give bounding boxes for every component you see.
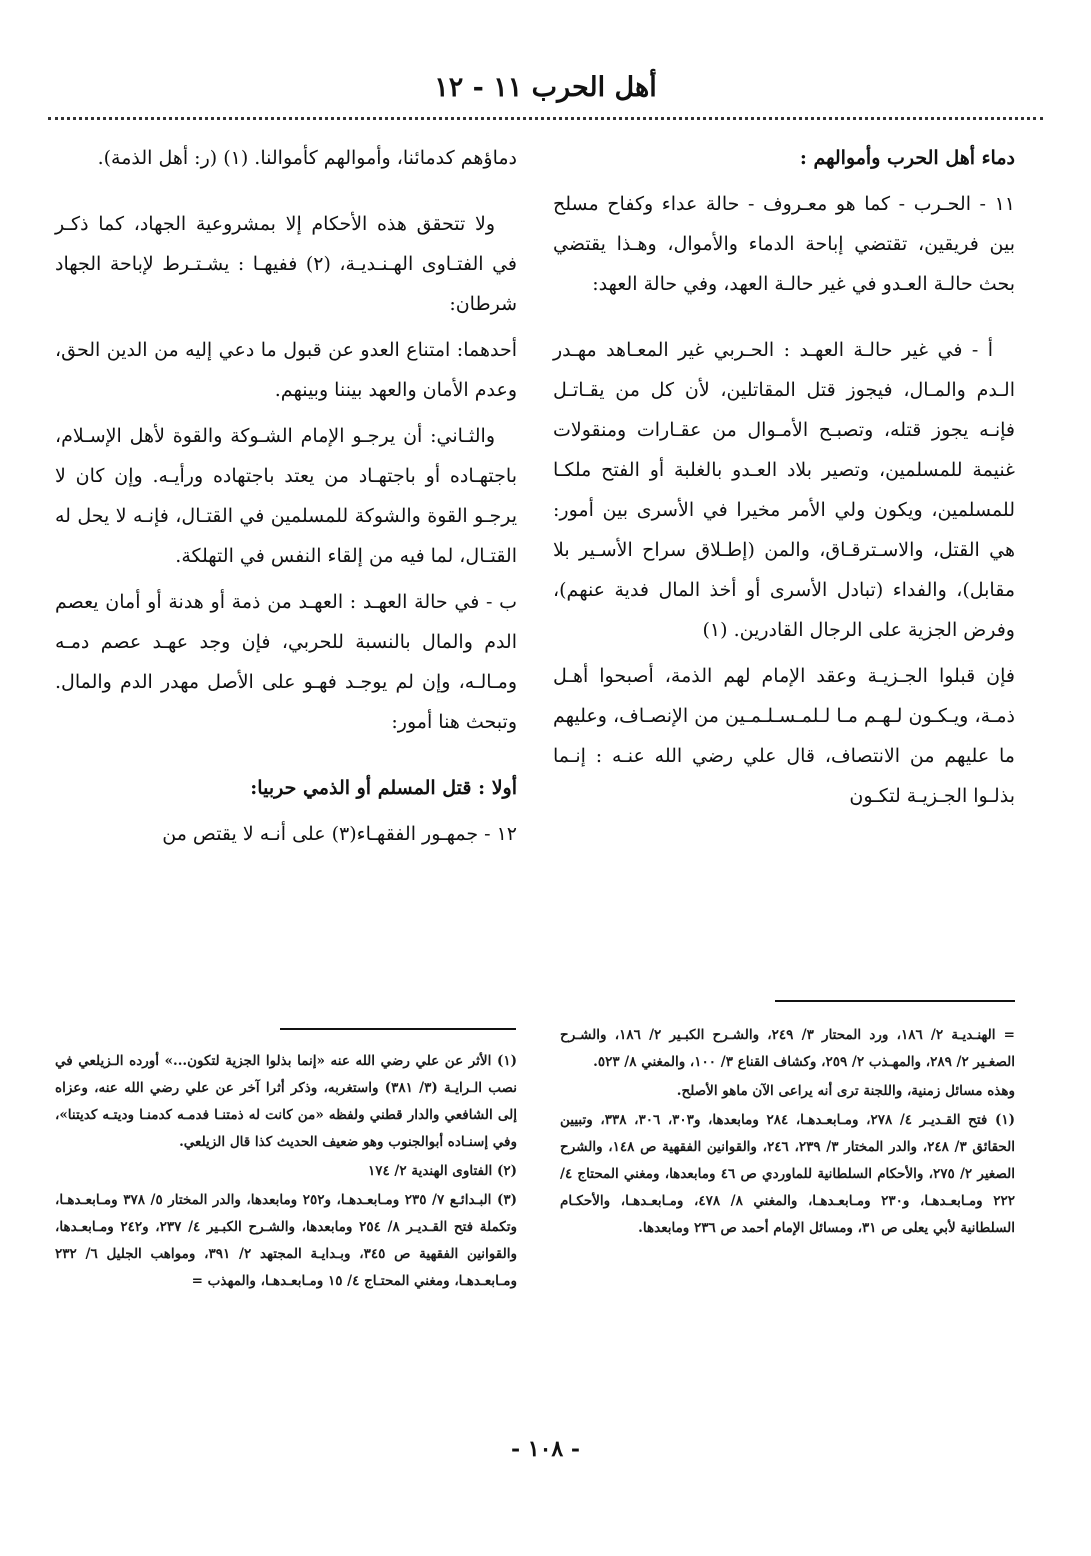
footnote: وهذه مسائل زمنية، واللجنة ترى أنه يراعى الآن ماهو الأصلح. xyxy=(676,1083,1015,1099)
header-dotted-rule xyxy=(48,117,1043,120)
paragraph-first-condition: أحدهما: امتناع العدو عن قبول ما دعي إليه من الدين الحق، وعدم الأمان والعهد بيننا وبينهم. xyxy=(55,339,517,401)
page-number: - ١٠٨ - xyxy=(510,1436,581,1462)
footnote-rule-left xyxy=(280,1028,516,1030)
spacer xyxy=(55,184,517,204)
paragraph-12: ١٢ - جمهـور الفقهـاء(٣) على أنـه لا يقتص من xyxy=(162,823,517,845)
right-column xyxy=(553,138,1015,822)
footnotes-right xyxy=(560,1022,1015,1244)
paragraph-hindiya: ولا تتحقق هذه الأحكام إلا بمشروعية الجهاد، كما ذكـر في الفتـاوى الهـنـديـة، (٢) ففيهـا : يشـتـرط لإباحة الجهاد شرطان: xyxy=(55,213,517,315)
footnote: (٣) البـدائـع ٧/ ٢٣٥ ومـابعـدهـا، و٢٥٢ ومابعدها، والدر المختار ٥/ ٣٧٨ ومـابعـدهـا، وتكملة فتح القـديـر ٨/ ٢٥٤ ومابعدها، والشـرح الكبـير ٤/ ٢٣٧، و٢٤٢ ومـابعـدها، والقوانين الفقهية ص ٣٤٥، وبـدايـة المجتهد ٢/ ٣٩١، ومواهب الجليل ٦/ ٢٣٢ ومـابعـدهـا، ومغني المحتـاج ٤/ ١٥ ومـابعـدهـا، والمهذب = xyxy=(55,1192,518,1289)
section-title: دماء أهل الحرب وأموالهم : xyxy=(799,147,1015,169)
paragraph-continuation: دماؤهم كدمائنا، وأموالهم كأموالنا. (١) (ر: أهل الذمة). xyxy=(97,147,517,169)
footnote: (٢) الفتاوى الهندية ٢/ ١٧٤ xyxy=(367,1163,517,1179)
paragraph-11: ١١ - الحـرب - كما هو معـروف - حالة عداء وكفاح مسلح بين فريقين، تقتضي إباحة الدماء والأموال، وهـذا يقتضي بحث حالـة العـدو في غير حالـة العهد، وفي حالة العهد: xyxy=(553,193,1015,295)
footnote-rule-right xyxy=(775,1000,1015,1002)
paragraph-a: أ - في غير حالـة العهـد : الحـربي غير المعـاهد مهـدر الـدم والمـال، فيجوز قتل المقاتلين، لأن كل من يقـاتـل فإنـه يجوز قتله، وتصبـح الأمـوال من عقـارات ومنقولات غنيمة للمسلمين، وتصير بلاد العـدو بالغلبة أو الفتح ملكـا للمسلمين، ويكون ولي الأمر مخيرا في الأسرى بين أمور: هي القتل، والاسـترقـاق، والمن (إطـلاق سراح الأسـير بلا مقابل)، والفداء (تبادل الأسرى أو أخذ المال فدية عنهم)، وفرض الجزية على الرجال القادرين. (١) xyxy=(553,339,1015,641)
footnote: = الهنـديـة ٢/ ١٨٦، ورد المحتار ٣/ ٢٤٩، والشـرح الكبـير ٢/ ١٨٦، والشـرح الصغـير ٢/ ٢٨٩، والمهـذب ٢/ ٢٥٩، وكشاف القناع ٣/ ١٠٠، والمغني ٨/ ٥٢٣. xyxy=(560,1027,1015,1070)
spacer xyxy=(55,748,517,768)
subtitle-first: أولا : قتل المسلم أو الذمي حربيا: xyxy=(250,777,517,799)
running-header: أهل الحرب ١١ - ١٢ xyxy=(434,72,657,103)
left-column xyxy=(55,138,517,860)
paragraph-second-condition: والثـاني: أن يرجـو الإمام الشـوكة والقوة لأهل الإسـلام، باجتهـاده أو باجتهـاد من يعتد باجتهاده ورأيـه. وإن كان لا يرجـو القوة والشوكة للمسلمين في القتـال، فإنـه لا يحل له القتـال، لما فيه من إلقاء النفس في التهلكة. xyxy=(55,425,517,567)
paragraph-b: ب - في حالة العهـد : العهـد من ذمة أو هدنة أو أمان يعصم الدم والمال بالنسبة للحربي، فإن وجد عهـد عصم دمـه ومـالـه، وإن لم يوجـد فهـو على الأصل مهدر الدم والمال. وتبحث هنا أمور: xyxy=(55,591,517,733)
footnotes-left xyxy=(55,1048,517,1297)
footnote: (١) الأثر عن علي رضي الله عنه «إنما بذلوا الجزية لتكون...» أورده الـزيلعي في نصب الـرايـة (٣/ ٣٨١) واستغربه، وذكر أثرا آخر عن علي رضي الله عنه، وعزاه إلى الشافعي والدار قطني ولفظه «من كانت له ذمتنـا فدمـه كدمنـا وديتـه كديتنا»، وفي إسنـاده أبوالجنوب وهو ضعيف الحديث كذا قال الزيلعي. xyxy=(55,1053,517,1150)
footnote: (١) فتح القـديـر ٤/ ٢٧٨، ومـابعـدهـا، ٢٨٤ ومابعدها، و٣٠٣، ٣٠٦، ٣٣٨، وتبيين الحقائق ٣/ ٢٤٨، والدر المختار ٣/ ٢٣٩، ٢٤٦، والقوانين الفقهية ص ١٤٨، والشرح الصغير ٢/ ٢٧٥، والأحكام السلطانية للماوردي ص ٤٦ ومابعدها، ومغني المحتاج ٤/ ٢٢٢ ومـابعـدهـا، و٢٣٠ ومـابعـدهـا، والمغني ٨/ ٤٧٨، ومـابعـدهـا، والأحكـام السلطانية لأبي يعلى ص ٣١، ومسائل الإمام أحمد ص ٢٣٦ ومابعدها. xyxy=(560,1112,1016,1236)
paragraph-jizya: فإن قبلوا الجـزيـة وعقد الإمام لهم الذمة، أصبحوا أهـل ذمـة، ويـكـون لـهـم مـا لـلمـسـلـمـين من الإنصـاف، وعليهم ما عليهم من الانتصاف، قال علي رضي الله عنـه : إنـما بذلـوا الجـزيـة لتكـون xyxy=(553,665,1015,807)
spacer xyxy=(553,310,1015,330)
